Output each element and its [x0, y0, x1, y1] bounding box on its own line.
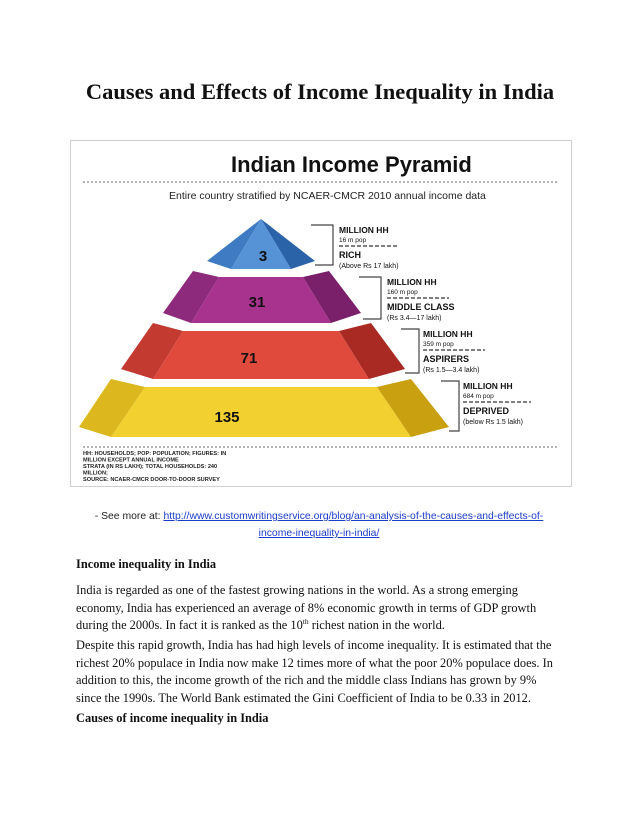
label-deprived — [463, 381, 531, 426]
tier-rich-value: 3 — [258, 248, 268, 265]
section-heading-causes: Causes of income inequality in India — [76, 711, 269, 725]
label-rich — [339, 225, 399, 270]
page-title: Causes and Effects of Income Inequality in India — [85, 79, 555, 104]
tier-aspirers — [121, 323, 405, 379]
infographic-subtitle: Entire country stratified by NCAER-CMCR 2010 annual income data — [169, 190, 486, 202]
paragraph-intro: India is regarded as one of the fastest growing nations in the world. As a strong emerging economy, India has experienced an average of 8% economic growth in terms of GDP growth during the 2000s. In fact it is ranked as the 10th richest nation in the world. — [76, 583, 537, 632]
svg-text:MILLION HH: MILLION HH — [463, 381, 513, 391]
svg-text:DEPRIVED: DEPRIVED — [463, 406, 510, 416]
svg-text:MIDDLE CLASS: MIDDLE CLASS — [387, 302, 455, 312]
bracket-aspirers — [401, 329, 419, 373]
svg-text:SOURCE: NCAER-CMCR DOOR-TO-DOO: SOURCE: NCAER-CMCR DOOR-TO-DOOR SURVEY — [83, 477, 220, 483]
svg-text:STRATA (IN RS LAKH); TOTAL HOU: STRATA (IN RS LAKH); TOTAL HOUSEHOLDS: 240 — [83, 464, 218, 470]
source-link[interactable]: http://www.customwritingservice.org/blog/an-analysis-of-the-causes-and-effects-of- income-inequality-in-india/ — [163, 511, 544, 539]
income-pyramid-infographic — [70, 140, 572, 487]
tier-middle-class-value: 31 — [248, 294, 266, 311]
source-prefix: - See more at: — [94, 511, 164, 522]
svg-text:359 m pop: 359 m pop — [423, 341, 454, 348]
svg-text:684 m pop: 684 m pop — [463, 393, 494, 400]
svg-text:ASPIRERS: ASPIRERS — [423, 354, 470, 364]
svg-text:160 m pop: 160 m pop — [387, 289, 418, 296]
svg-text:RICH: RICH — [339, 250, 361, 260]
svg-text:MILLION;: MILLION; — [83, 470, 108, 477]
infographic-title: Indian Income Pyramid — [231, 152, 472, 177]
tier-aspirers-value: 71 — [240, 350, 258, 367]
svg-text:MILLION HH: MILLION HH — [339, 225, 389, 235]
tier-rich — [207, 219, 315, 269]
svg-text:(Rs 3.4—17 lakh): (Rs 3.4—17 lakh) — [387, 315, 442, 322]
tier-deprived-value: 135 — [214, 409, 240, 426]
svg-text:(Above Rs 17 lakh): (Above Rs 17 lakh) — [339, 263, 399, 270]
section-heading-income-inequality: Income inequality in India — [76, 557, 217, 571]
svg-text:(Rs 1.5—3.4 lakh): (Rs 1.5—3.4 lakh) — [423, 367, 480, 374]
source-reference — [80, 508, 558, 542]
svg-text:MILLION HH: MILLION HH — [387, 277, 437, 287]
label-middle-class — [387, 277, 455, 322]
tier-deprived — [79, 379, 449, 437]
tier-middle-class — [163, 271, 361, 323]
svg-text:MILLION HH: MILLION HH — [423, 329, 473, 339]
svg-text:(below Rs 1.5 lakh): (below Rs 1.5 lakh) — [463, 419, 523, 426]
bracket-middle-class — [359, 277, 381, 319]
infographic-footnote — [83, 451, 226, 483]
svg-text:MILLION EXCEPT ANNUAL INCOME: MILLION EXCEPT ANNUAL INCOME — [83, 457, 179, 464]
svg-text:16 m pop: 16 m pop — [339, 237, 367, 244]
svg-text:HH: HOUSEHOLDS; POP: POPULATIO: HH: HOUSEHOLDS; POP: POPULATION; FIGURES: IN — [83, 451, 227, 457]
paragraph-inequality: Despite this rapid growth, India has had high levels of income inequality. It is estimated that the richest 20% populace in India now make 12 times more of what the poor 20% populace does. In addition to this, the income growth of the rich and the middle class Indians has grown by 9% since the 1990s. The World Bank estimated the Gini Coefficient of India to be 0.33 in 2012. — [76, 638, 553, 705]
bracket-rich — [311, 225, 333, 265]
label-aspirers — [423, 329, 485, 374]
